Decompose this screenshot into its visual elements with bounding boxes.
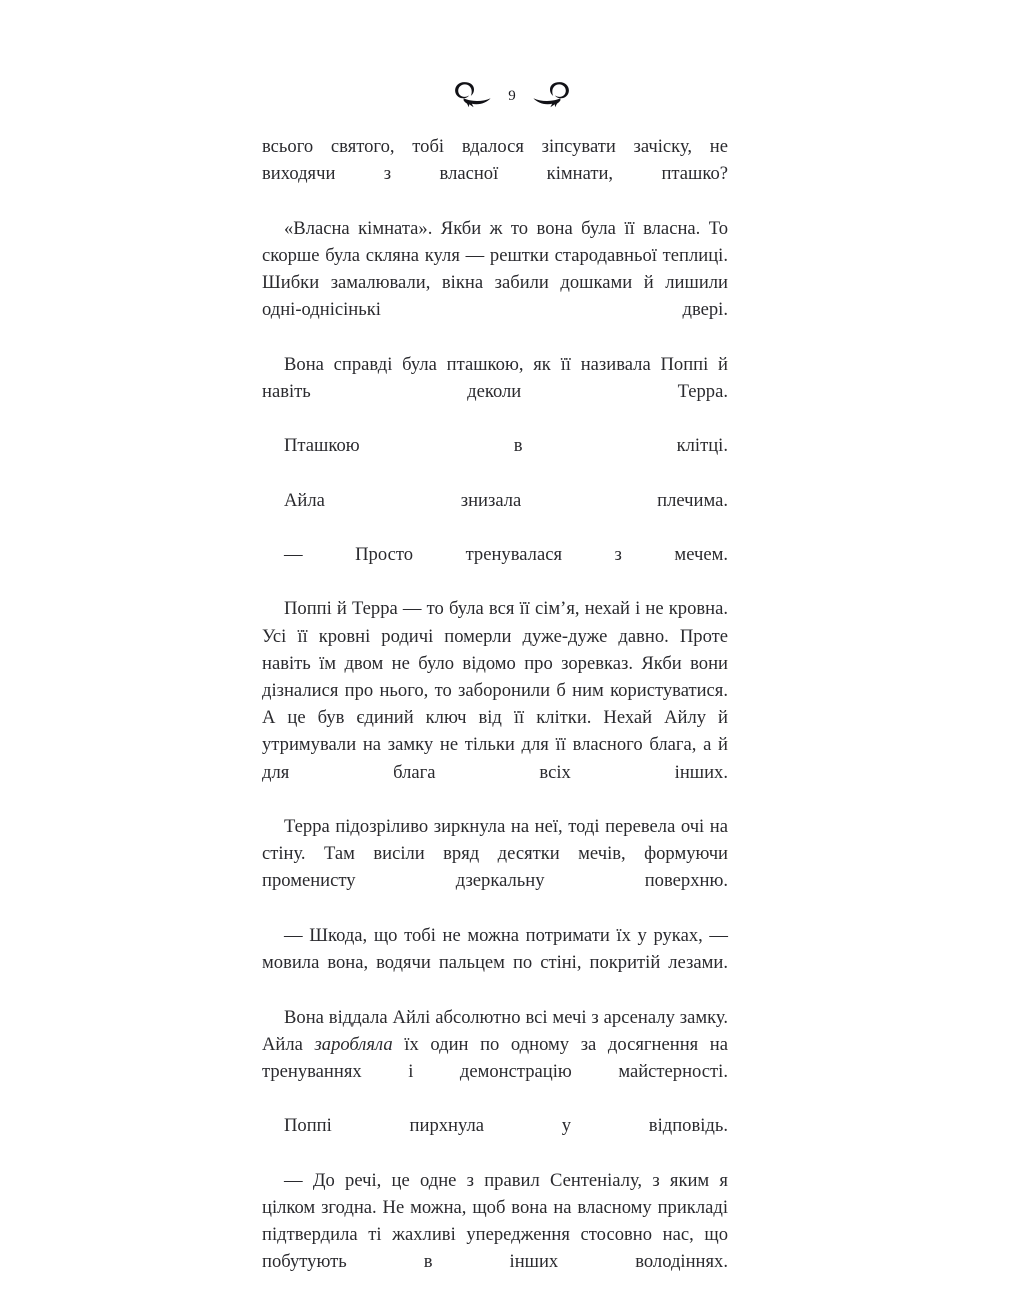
paragraph: Пташкою в клітці. [284,435,728,457]
paragraph: «Власна кімната». Якби ж то вона була її власна. То скорше була скляна куля — рештки стародавньої теплиці. Шибки замалювали, вікна забили дошками й лишили одні-однісінькі двері. [262,217,728,321]
body-text-column [262,133,728,1303]
emphasized-word: заробляла [314,1033,393,1055]
flourish-curl-right-icon [530,79,574,109]
paragraph: Поппі пирхнула у відповідь. [284,1115,728,1137]
paragraph: Терра підозріливо зиркнула на неї, тоді перевела очі на стіну. Там висіли вряд десятки мечів, формуючи променисту дзеркальну поверхню. [262,816,728,892]
paragraph: — До речі, це одне з правил Сентеніалу, з яким я цілком згодна. Не можна, щоб вона на власному прикладі підтвердила ті жахливі упередження стосовно нас, що побутують в інших володіннях. [262,1169,728,1273]
page-number: 9 [508,87,516,104]
paragraph: — Шкода, що тобі не можна потримати їх у руках, — мовила вона, водячи пальцем по стіні, покритій лезами. [262,924,728,974]
flourish-curl-left-icon [450,79,494,109]
paragraph: Вона справді була пташкою, як її називала Поппі й навіть деколи Терра. [262,353,728,402]
paragraph-text-before-emphasis: Вона віддала Айлі абсолютно всі мечі з арсеналу замку. Айла [262,1006,728,1055]
paragraph-with-emphasis [262,1004,728,1113]
paragraph: всього святого, тобі вдалося зіпсувати зачіску, не виходячи з власної кімнати, пташко? [262,136,728,185]
paragraph: Поппі й Терра — то була вся її сім’я, нехай і не кровна. Усі її кровні родичі померли дуже-дуже давно. Проте навіть їм двом не було відомо про зоревказ. Якби вони дізналися про нього, то заборонили б ним користуватися. А це був єдиний ключ від її клітки. Нехай Айлу й утримували на замку не тільки для її власного блага, а й для блага всіх інших. [262,598,728,783]
page-header-folio [0,74,1024,114]
paragraph: Айла знизала плечима. [284,489,728,511]
paragraph: — Просто тренувалася з мечем. [284,544,728,566]
paragraph-text-after-emphasis: їх один по одному за досягнення на тренуваннях і демонстрацію майстерності. [262,1033,728,1082]
